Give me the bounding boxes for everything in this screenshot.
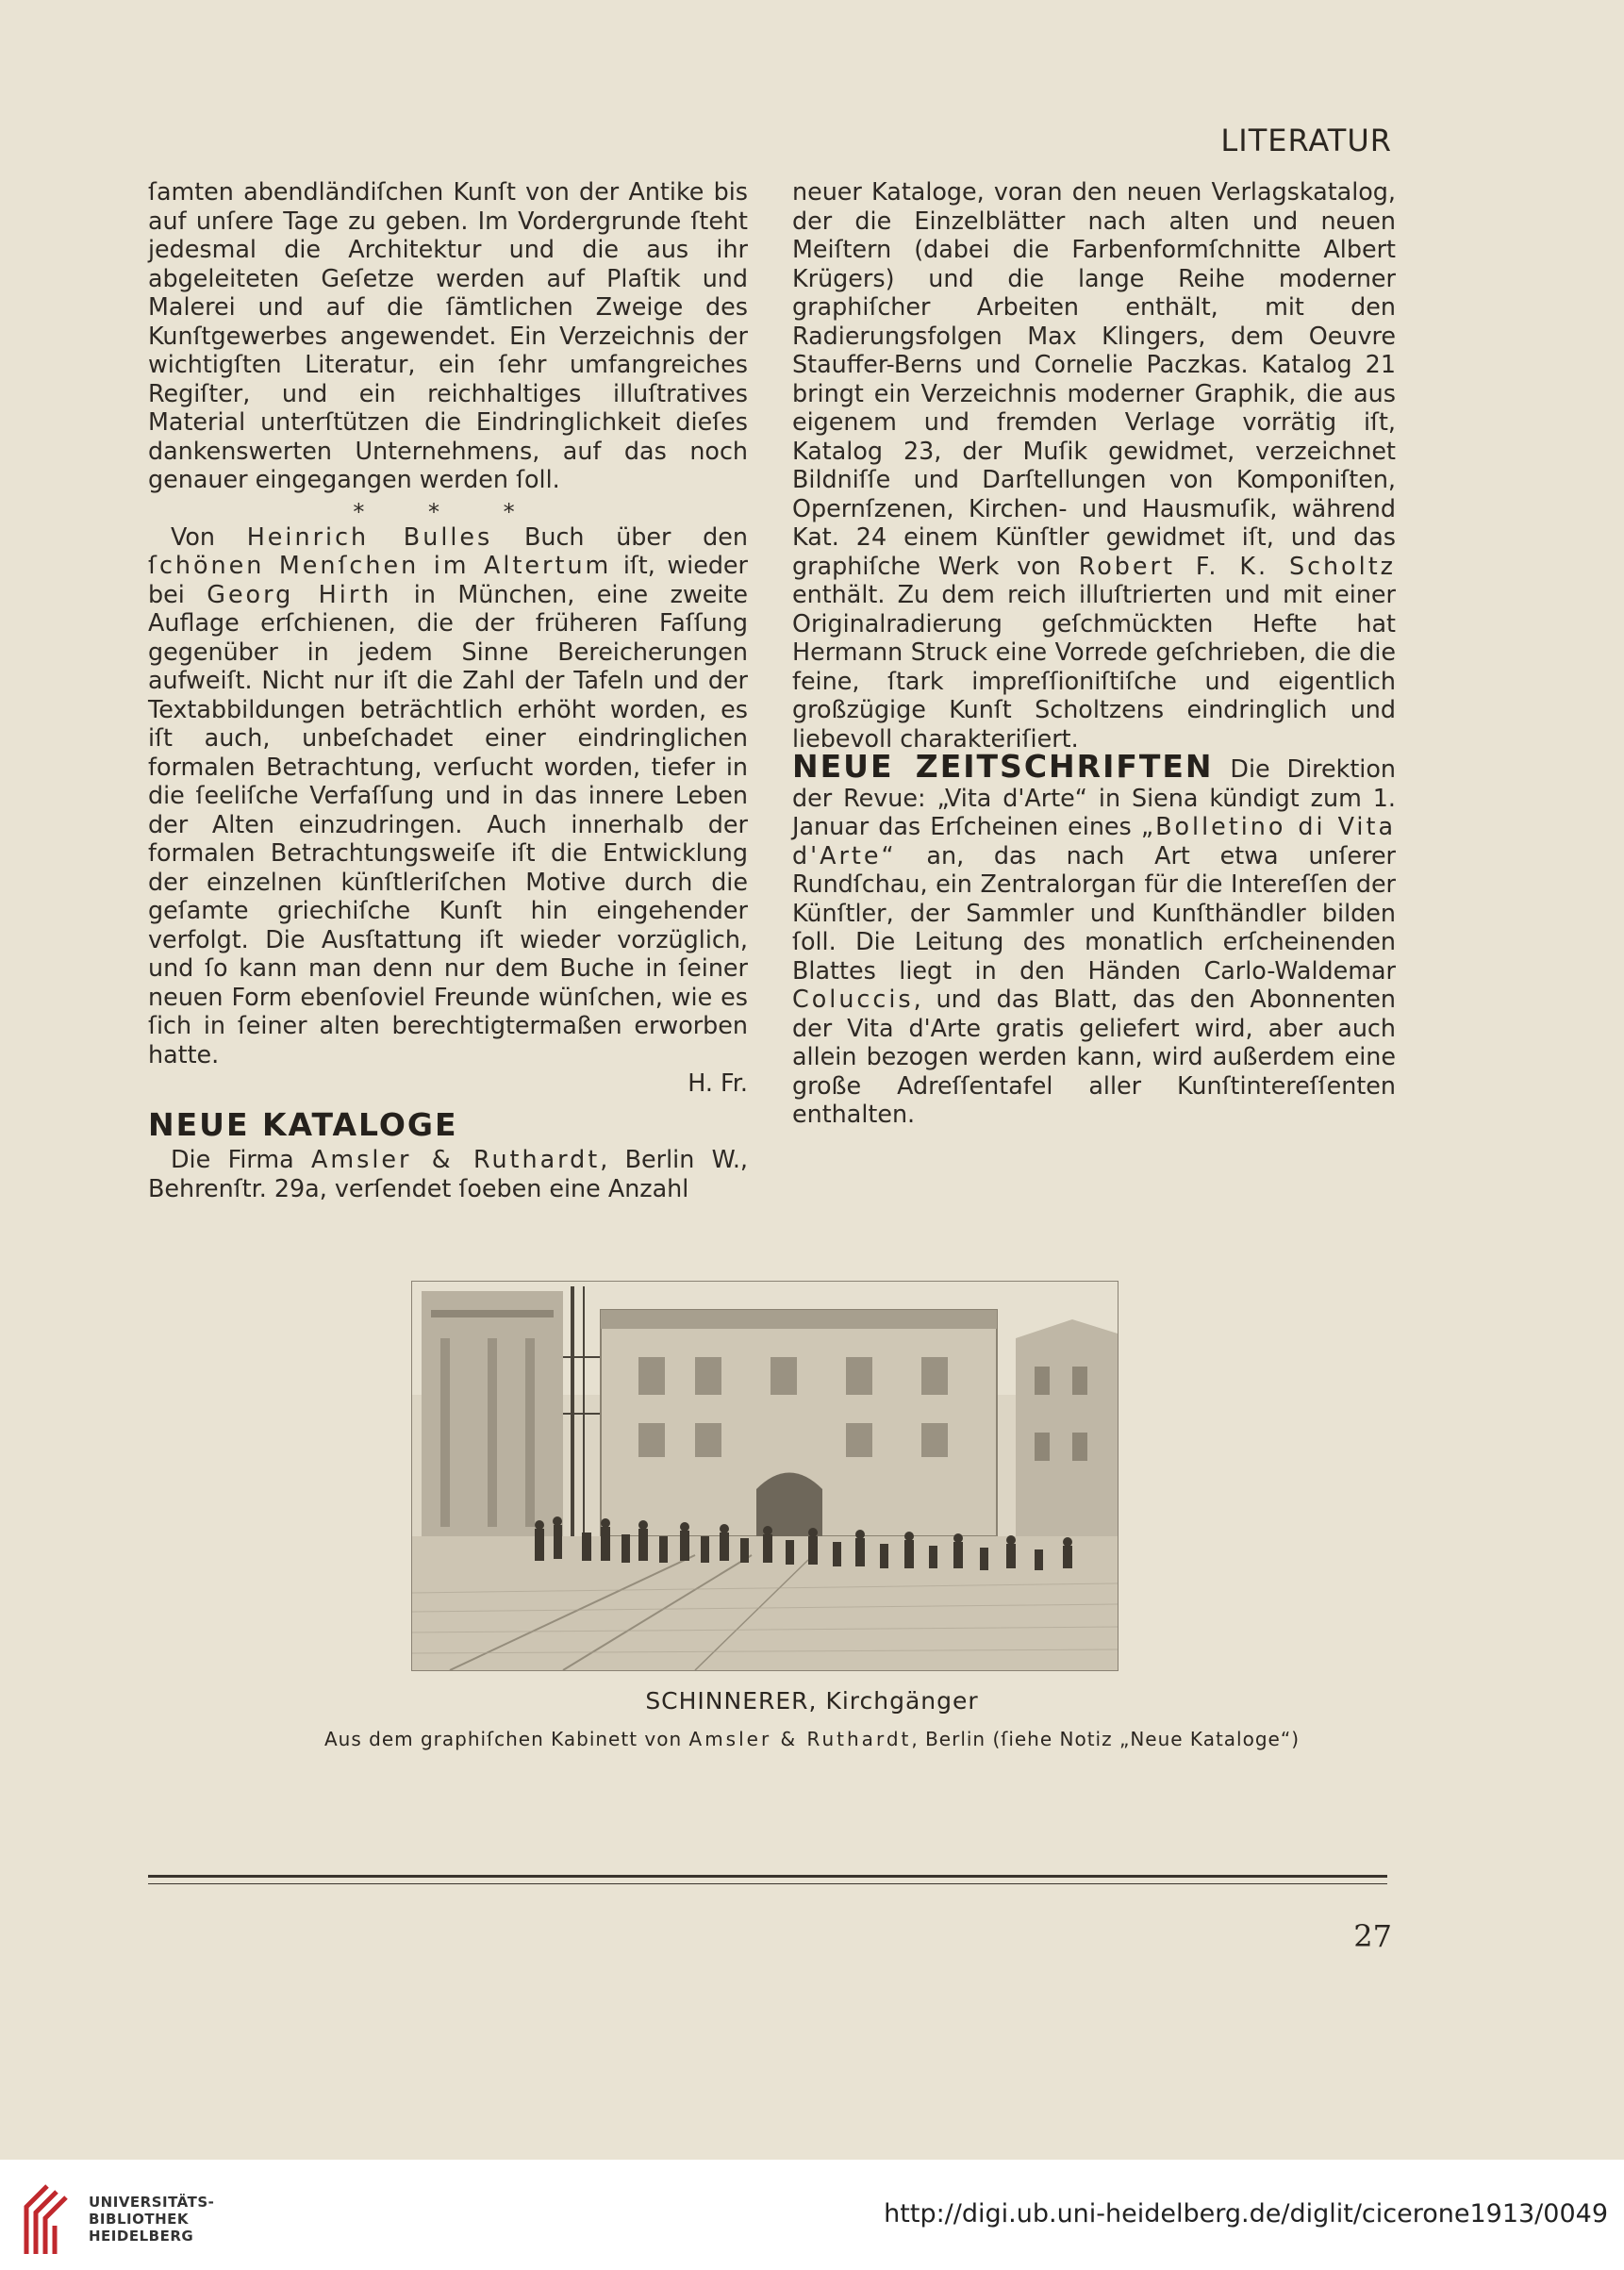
periodical-title: „Bolletino di Vita d'Arte“ — [792, 812, 1397, 870]
running-head: LITERATUR — [1220, 123, 1392, 158]
author-name: Heinrich Bulles — [246, 522, 493, 551]
figure-caption-source: Aus dem graphiſchen Kabinett von Amsler & Ruthardt, Berlin (ſiehe Notiz „Neue Kataloge“) — [323, 1728, 1301, 1750]
university-library-logo-icon — [19, 2169, 75, 2262]
artist-name: Robert F. K. Scholtz — [1078, 551, 1396, 580]
caption-firm-name: Amsler & Ruthardt — [688, 1728, 912, 1750]
library-name: UNIVERSITÄTS- BIBLIOTHEK HEIDELBERG — [89, 2194, 215, 2245]
book-title: ſchönen Menſchen im Altertum — [148, 551, 612, 579]
left-paragraph-3: Die Firma Amsler & Ruthardt, Berlin W., Behrenſtr. 29a, verſendet ſoeben eine Anzahl — [148, 1145, 748, 1202]
footer-rule-thin — [148, 1883, 1387, 1884]
left-paragraph-2: Von Heinrich Bulles Buch über den ſchönen Menſchen im Altertum iſt, wieder bei Georg Hirth in München, eine zweite Auflage erſchienen, die der früheren Faſſung gegenüber in jedem Sinne Bereicherungen aufweiſt. Nicht nur iſt die Zahl der Tafeln und der Textabbildungen beträchtlich erhöht worden, es iſt auch, unbeſchadet einer eindringlichen formalen Betrachtung, verſucht worden, tiefer in die ſeeliſche Verfaſſung und in das innere Leben der Alten einzudringen. Auch innerhalb der formalen Betrachtungsweiſe iſt die Entwicklung der einzelnen künſtleriſchen Motive durch die geſamte griechiſche Kunſt hin eingehender verfolgt. Die Ausſtattung iſt wieder vorzüglich, und ſo kann man denn nur dem Buche in ſeiner neuen Form ebenſoviel Freunde wünſchen, wie es ſich in ſeiner alten berechtigtermaßen erworben hatte. — [148, 522, 748, 1069]
source-url-link[interactable]: http://digi.ub.uni-heidelberg.de/diglit/cicerone1913/0049 — [884, 2199, 1608, 2229]
review-signature: H. Fr. — [688, 1069, 748, 1097]
right-column — [792, 177, 1396, 1129]
page-number: 27 — [1353, 1918, 1392, 1954]
figure-caption-title: SCHINNERER, Kirchgänger — [645, 1687, 979, 1715]
etching-illustration — [411, 1281, 1119, 1671]
left-column — [148, 177, 748, 1202]
editor-name: Coluccis — [792, 985, 914, 1013]
right-paragraph-1: neuer Kataloge, voran den neuen Verlagskatalog, der die Einzelblätter nach alten und neuen Meiſtern (dabei die Farbenformſchnitte Albert Krügers) und die lange Reihe moderner graphiſcher Arbeiten enthält, mit den Radierungsfolgen Max Klingers, dem Oeuvre Stauffer-Berns und Cornelie Paczkas. Katalog 21 bringt ein Verzeichnis moderner Graphik, die aus eigenem und fremden Verlage vorrätig iſt, Katalog 23, der Muſik gewidmet, verzeichnet Bildniſſe und Darſtellungen von Komponiſten, Opernſzenen, Kirchen- und Hausmuſik, während Kat. 24 einem Künſtler gewidmet iſt, und das graphiſche Werk von Robert F. K. Scholtz enthält. Zu dem reich illuſtrierten und mit einer Originalradierung geſchmückten Hefte hat Hermann Struck eine Vorrede geſchrieben, die die feine, ſtark impreſſioniſtiſche und eigentlich großzügige Kunſt Scholtzens eindringlich und liebevoll charakteriſiert. — [792, 177, 1396, 753]
publisher-name: Georg Hirth — [207, 579, 392, 608]
right-paragraph-2: NEUE ZEITSCHRIFTEN Die Direktion der Revue: „Vita d'Arte“ in Siena kündigt zum 1. Januar das Erſcheinen eines „Bolletino di Vita d'Arte“ an, das nach Art etwa unſerer Rundſchau, ein Zentralorgan für die Intereſſen der Künſtler, der Sammler und Kunſthändler bilden ſoll. Die Leitung des monatlich erſcheinenden Blattes liegt in den Händen Carlo-Waldemar Coluccis, und das Blatt, das den Abonnenten der Vita d'Arte gratis geliefert wird, aber auch allein bezogen werden kann, wird außerdem eine große Adreſſentafel aller Kunſtintereſſenten enthalten. — [792, 748, 1397, 1128]
heading-neue-zeitschriften: NEUE ZEITSCHRIFTEN — [792, 748, 1214, 785]
footer-rule-thick — [148, 1875, 1387, 1878]
left-paragraph-1: ſamten abendländiſchen Kunſt von der Antike bis auf unſere Tage zu geben. Im Vordergrunde ſteht jedesmal die Architektur und die aus ihr abgeleiteten Geſetze werden auf Plaſtik und Malerei und auf die ſämtlichen Zweige des Kunſtgewerbes angewendet. Ein Verzeichnis der wichtigſten Literatur, ein ſehr umfangreiches Regiſter, und ein reichhaltiges illuſtratives Material unterſtützen die Eindringlichkeit dieſes dankenswerten Unternehmens, auf das noch genauer eingegangen werden ſoll. — [148, 177, 748, 493]
digitization-footer — [0, 2160, 1624, 2270]
firm-name: Amsler & Ruthardt — [311, 1145, 601, 1173]
heading-neue-kataloge: NEUE KATALOGE — [148, 1105, 458, 1143]
section-divider-stars: * * * — [353, 498, 543, 525]
